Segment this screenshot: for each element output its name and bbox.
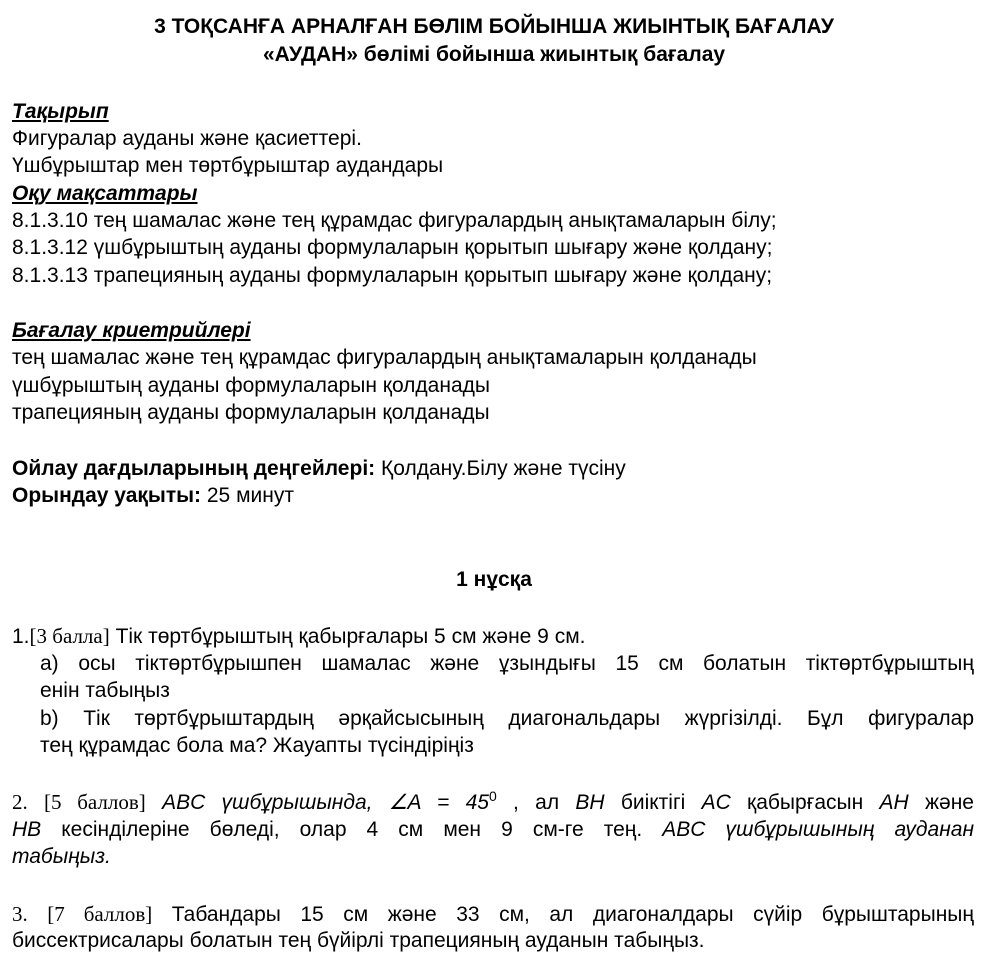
thinking-levels-value: Қолдану.Білу және түсіну — [375, 457, 626, 480]
question-2-text: BH — [575, 791, 605, 814]
degree-superscript: 0 — [488, 788, 497, 804]
duration-label: Орындау уақыты: — [12, 484, 202, 507]
topic-line: Үшбұрыштар мен төртбұрыштар аудандары — [12, 154, 444, 177]
question-2-text: ABC үшбұрышының ауданан — [662, 818, 974, 841]
duration-value: 25 минут — [201, 484, 294, 507]
question-1-text: Тік төртбұрыштың қабырғалары 5 см және 9 см. — [109, 625, 586, 648]
criteria-item: тең шамалас және тең құрамдас фигуралардың анықтамаларын қолданады — [12, 346, 757, 369]
duration — [12, 483, 294, 509]
question-2-text: , ал — [496, 791, 576, 814]
question-2 — [12, 789, 974, 816]
question-2-text: қабырғасын — [730, 791, 880, 814]
question-3-line-2: биссектрисалары болатын тең бүйірлі трапецияның ауданын табыңыз. — [12, 929, 705, 952]
thinking-levels — [12, 456, 626, 482]
question-2-line-3: табыңыз. — [12, 845, 111, 868]
criteria-heading: Бағалау криетрийлері — [12, 319, 251, 342]
document-title: 3 ТОҚСАНҒА АРНАЛҒАН БӨЛІМ БОЙЫНША ЖИЫНТЫҚ БАҒАЛАУ — [154, 15, 834, 38]
document-subtitle: «АУДАН» бөлімі бойынша жиынтық бағалау — [262, 43, 726, 66]
question-2-line-2 — [12, 817, 974, 843]
question-1-number: 1. — [12, 625, 30, 648]
question-2-text: кесінділеріне бөледі, олар 4 см мен 9 см-ге тең. — [41, 818, 663, 841]
objective-item: 8.1.3.13 трапецияның ауданы формулаларын қорытып шығару және қолдану; — [12, 264, 773, 287]
objective-item: 8.1.3.10 тең шамалас және тең құрамдас фигуралардың анықтамаларын білу; — [12, 209, 777, 232]
question-2-text: биіктігі — [604, 791, 702, 814]
thinking-levels-label: Ойлау дағдыларының деңгейлері: — [12, 457, 376, 480]
question-3-points: [7 баллов] — [47, 902, 153, 926]
question-1-part-b: b) Тік төртбұрыштардың әрқайсысының диагональдары жүргізілді. Бұл фигуралар — [40, 707, 974, 730]
question-1-part-a: а) осы тіктөртбұрышпен шамалас және ұзындығы 15 см болатын тіктөртбұрыштың — [40, 652, 974, 675]
question-3-text: Табандары 15 см және 33 см, ал диагоналдары сүйір бұрыштарының — [152, 903, 974, 926]
question-2-text: және — [908, 791, 974, 814]
topic-line: Фигуралар ауданы және қасиеттері. — [12, 127, 362, 150]
criteria-item: үшбұрыштың ауданы формулаларын қолданады — [12, 374, 490, 397]
topic-heading: Тақырып — [12, 100, 109, 123]
question-2-points: [5 баллов] — [44, 790, 146, 814]
question-2-text: AH — [879, 791, 909, 814]
question-1 — [12, 623, 585, 650]
question-2-text: AC — [701, 791, 731, 814]
question-2-number: 2. — [12, 790, 28, 814]
objective-item: 8.1.3.12 үшбұрыштың ауданы формулаларын қорытып шығару және қолдану; — [12, 236, 773, 259]
objectives-heading: Оқу мақсаттары — [12, 182, 198, 205]
question-1-part-a-cont: енін табыңыз — [40, 679, 170, 702]
question-2-text: ABC үшбұрышында, ∠A = 45 — [162, 791, 489, 814]
question-1-part-b-cont: тең құрамдас бола ма? Жауапты түсіндіріңіз — [40, 734, 474, 757]
question-1-points: [3 балла] — [29, 624, 110, 648]
question-3 — [12, 901, 974, 928]
criteria-item: трапецияның ауданы формулаларын қолданады — [12, 401, 490, 424]
variant-title: 1 нұсқа — [456, 568, 532, 591]
question-2-text: HB — [12, 818, 42, 841]
question-3-number: 3. — [12, 902, 28, 926]
